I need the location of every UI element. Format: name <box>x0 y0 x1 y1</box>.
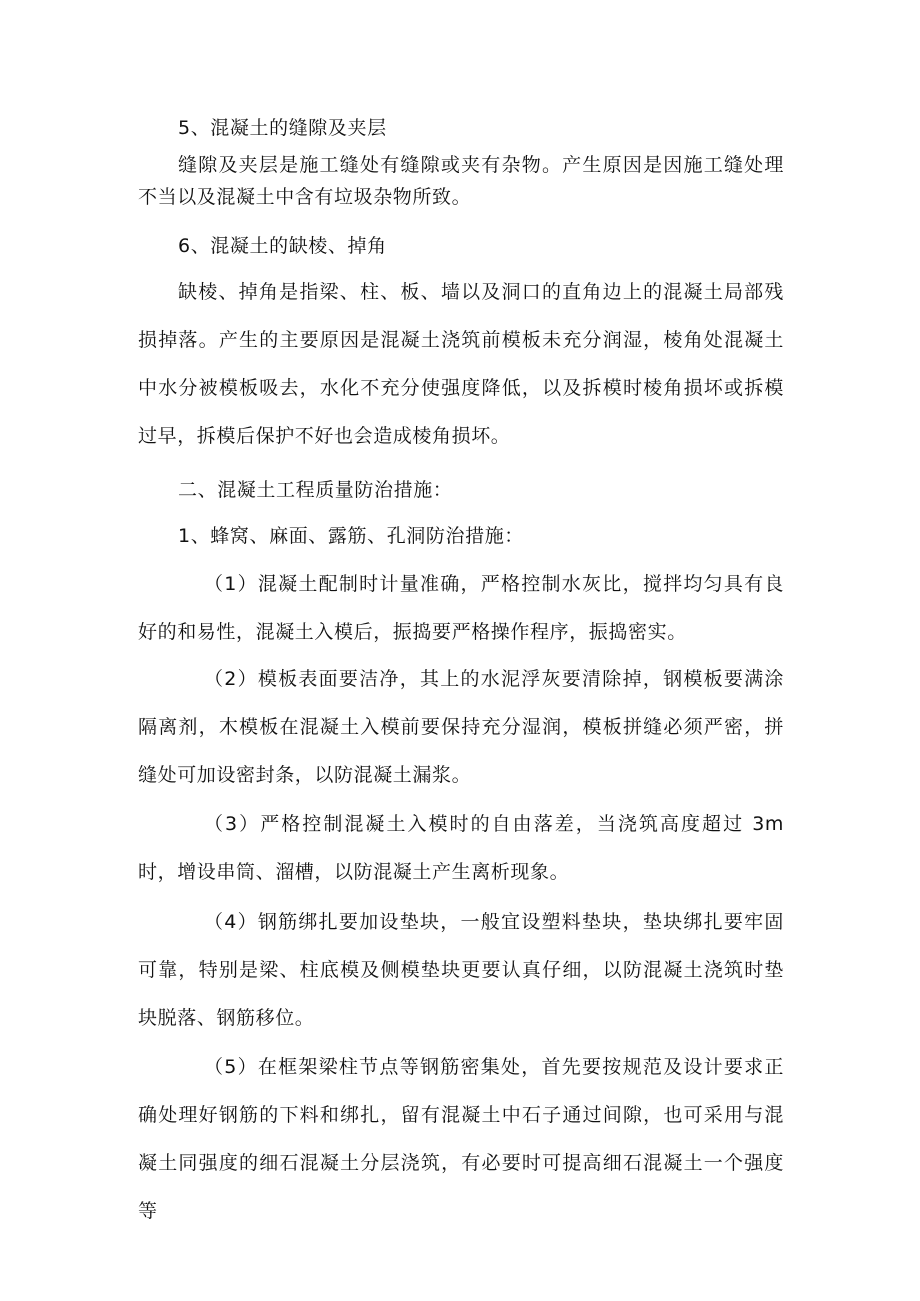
paragraph-measure-5: （5）在框架梁柱节点等钢筋密集处，首先要按规范及设计要求正确处理好钢筋的下料和绑扎，留有混凝土中石子通过间隙，也可采用与混凝土同强度的细石混凝土分层浇筑，有必要时可提高细石混凝土一个强度等 <box>138 1056 784 1222</box>
paragraph-measure-1: （1）混凝土配制时计量准确，严格控制水灰比，搅拌均匀具有良好的和易性，混凝土入模后，振捣要严格操作程序，振捣密实。 <box>138 573 784 643</box>
heading-subsection-1: 1、蜂窝、麻面、露筋、孔洞防治措施： <box>178 525 524 547</box>
paragraph-missing-edges-corners: 缺棱、掉角是指梁、柱、板、墙以及洞口的直角边上的混凝土局部残损掉落。产生的主要原因是混凝土浇筑前模板未充分润湿，棱角处混凝土中水分被模板吸去，水化不充分使强度降低，以及拆模时棱角损坏或拆模过早，拆模后保护不好也会造成棱角损坏。 <box>138 281 784 447</box>
heading-prevention-measures: 二、混凝土工程质量防治措施： <box>178 479 453 501</box>
heading-section-5: 5、混凝土的缝隙及夹层 <box>178 117 387 139</box>
heading-section-6: 6、混凝土的缺棱、掉角 <box>178 235 387 257</box>
paragraph-gaps-and-interlayers: 缝隙及夹层是施工缝处有缝隙或夹有杂物。产生原因是因施工缝处理不当以及混凝土中含有垃圾杂物所致。 <box>138 154 784 208</box>
paragraph-measure-4: （4）钢筋绑扎要加设垫块，一般宜设塑料垫块，垫块绑扎要牢固可靠，特别是梁、柱底模及侧模垫块更要认真仔细，以防混凝土浇筑时垫块脱落、钢筋移位。 <box>138 911 784 1029</box>
paragraph-measure-2: （2）模板表面要洁净，其上的水泥浮灰要清除掉，钢模板要满涂隔离剂，木模板在混凝土入模前要保持充分湿润，模板拼缝必须严密，拼缝处可加设密封条，以防混凝土漏浆。 <box>138 668 784 786</box>
paragraph-measure-3: （3）严格控制混凝土入模时的自由落差，当浇筑高度超过 3m 时，增设串筒、溜槽，以防混凝土产生离析现象。 <box>138 813 784 883</box>
